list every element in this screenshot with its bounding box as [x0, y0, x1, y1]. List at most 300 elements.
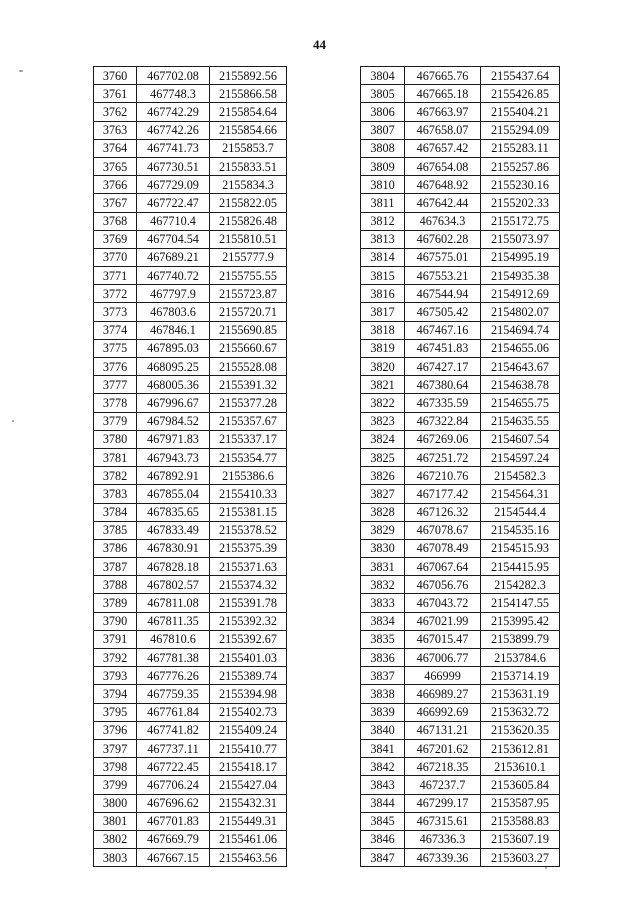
- table-row: [94, 830, 287, 848]
- table-row: [361, 430, 560, 448]
- x-coordinate-cell: 467322.84: [405, 412, 481, 430]
- point-number-cell: 3839: [361, 703, 405, 721]
- table-row: [94, 612, 287, 630]
- point-number-cell: 3798: [94, 758, 137, 776]
- y-coordinate-cell: 2155381.15: [210, 503, 287, 521]
- x-coordinate-cell: 467665.18: [405, 85, 481, 103]
- table-row: [94, 503, 287, 521]
- table-row: [94, 176, 287, 194]
- x-coordinate-cell: 467658.07: [405, 121, 481, 139]
- y-coordinate-cell: 2155257.86: [481, 157, 560, 175]
- y-coordinate-cell: 2155337.17: [210, 430, 287, 448]
- table-row: [94, 667, 287, 685]
- y-coordinate-cell: 2154582.3: [481, 467, 560, 485]
- y-coordinate-cell: 2154544.4: [481, 503, 560, 521]
- point-number-cell: 3805: [361, 85, 405, 103]
- x-coordinate-cell: 467730.51: [137, 157, 210, 175]
- x-coordinate-cell: 467467.16: [405, 321, 481, 339]
- point-number-cell: 3787: [94, 558, 137, 576]
- table-row: [361, 849, 560, 867]
- point-number-cell: 3807: [361, 121, 405, 139]
- table-row: [94, 467, 287, 485]
- point-number-cell: 3810: [361, 176, 405, 194]
- coordinates-table-left-body: [94, 67, 287, 867]
- table-row: [361, 358, 560, 376]
- coordinates-table-right-body: [361, 67, 560, 867]
- table-row: [94, 630, 287, 648]
- point-number-cell: 3795: [94, 703, 137, 721]
- y-coordinate-cell: 2155826.48: [210, 212, 287, 230]
- point-number-cell: 3833: [361, 594, 405, 612]
- x-coordinate-cell: 467131.21: [405, 721, 481, 739]
- x-coordinate-cell: 467706.24: [137, 776, 210, 794]
- point-number-cell: 3847: [361, 849, 405, 867]
- point-number-cell: 3769: [94, 230, 137, 248]
- point-number-cell: 3791: [94, 630, 137, 648]
- y-coordinate-cell: 2153714.19: [481, 667, 560, 685]
- coordinates-table-right: [360, 66, 560, 867]
- y-coordinate-cell: 2154655.75: [481, 394, 560, 412]
- x-coordinate-cell: 467056.76: [405, 576, 481, 594]
- point-number-cell: 3779: [94, 412, 137, 430]
- x-coordinate-cell: 467689.21: [137, 248, 210, 266]
- table-row: [361, 667, 560, 685]
- x-coordinate-cell: 467748.3: [137, 85, 210, 103]
- point-number-cell: 3840: [361, 721, 405, 739]
- y-coordinate-cell: 2155386.6: [210, 467, 287, 485]
- x-coordinate-cell: 467210.76: [405, 467, 481, 485]
- table-row: [361, 776, 560, 794]
- x-coordinate-cell: 467043.72: [405, 594, 481, 612]
- y-coordinate-cell: 2155410.77: [210, 739, 287, 757]
- y-coordinate-cell: 2155449.31: [210, 812, 287, 830]
- table-row: [361, 448, 560, 466]
- point-number-cell: 3832: [361, 576, 405, 594]
- y-coordinate-cell: 2154535.16: [481, 521, 560, 539]
- x-coordinate-cell: 467781.38: [137, 649, 210, 667]
- point-number-cell: 3796: [94, 721, 137, 739]
- point-number-cell: 3819: [361, 339, 405, 357]
- y-coordinate-cell: 2153632.72: [481, 703, 560, 721]
- x-coordinate-cell: 467067.64: [405, 558, 481, 576]
- table-row: [94, 394, 287, 412]
- y-coordinate-cell: 2153607.19: [481, 830, 560, 848]
- table-row: [361, 576, 560, 594]
- y-coordinate-cell: 2155357.67: [210, 412, 287, 430]
- y-coordinate-cell: 2153620.35: [481, 721, 560, 739]
- point-number-cell: 3838: [361, 685, 405, 703]
- point-number-cell: 3768: [94, 212, 137, 230]
- x-coordinate-cell: 467971.83: [137, 430, 210, 448]
- table-row: [94, 321, 287, 339]
- y-coordinate-cell: 2155409.24: [210, 721, 287, 739]
- table-row: [361, 212, 560, 230]
- table-row: [94, 794, 287, 812]
- y-coordinate-cell: 2154564.31: [481, 485, 560, 503]
- point-number-cell: 3765: [94, 157, 137, 175]
- y-coordinate-cell: 2155294.09: [481, 121, 560, 139]
- point-number-cell: 3764: [94, 139, 137, 157]
- scan-speck: [19, 70, 23, 72]
- table-row: [361, 321, 560, 339]
- y-coordinate-cell: 2153612.81: [481, 739, 560, 757]
- y-coordinate-cell: 2155892.56: [210, 67, 287, 85]
- y-coordinate-cell: 2153587.95: [481, 794, 560, 812]
- point-number-cell: 3763: [94, 121, 137, 139]
- point-number-cell: 3801: [94, 812, 137, 830]
- x-coordinate-cell: 468095.25: [137, 358, 210, 376]
- y-coordinate-cell: 2155854.66: [210, 121, 287, 139]
- table-row: [361, 467, 560, 485]
- table-row: [94, 212, 287, 230]
- y-coordinate-cell: 2155461.06: [210, 830, 287, 848]
- x-coordinate-cell: 467451.83: [405, 339, 481, 357]
- x-coordinate-cell: 467702.08: [137, 67, 210, 85]
- table-row: [94, 558, 287, 576]
- point-number-cell: 3773: [94, 303, 137, 321]
- table-row: [361, 830, 560, 848]
- y-coordinate-cell: 2155404.21: [481, 103, 560, 121]
- point-number-cell: 3804: [361, 67, 405, 85]
- y-coordinate-cell: 2153899.79: [481, 630, 560, 648]
- x-coordinate-cell: 467704.54: [137, 230, 210, 248]
- y-coordinate-cell: 2153588.83: [481, 812, 560, 830]
- table-row: [94, 703, 287, 721]
- y-coordinate-cell: 2155426.85: [481, 85, 560, 103]
- table-row: [361, 612, 560, 630]
- x-coordinate-cell: 467740.72: [137, 267, 210, 285]
- point-number-cell: 3788: [94, 576, 137, 594]
- y-coordinate-cell: 2155394.98: [210, 685, 287, 703]
- point-number-cell: 3780: [94, 430, 137, 448]
- y-coordinate-cell: 2155401.03: [210, 649, 287, 667]
- x-coordinate-cell: 467830.91: [137, 539, 210, 557]
- y-coordinate-cell: 2154655.06: [481, 339, 560, 357]
- point-number-cell: 3794: [94, 685, 137, 703]
- x-coordinate-cell: 467722.45: [137, 758, 210, 776]
- y-coordinate-cell: 2155283.11: [481, 139, 560, 157]
- x-coordinate-cell: 467339.36: [405, 849, 481, 867]
- table-row: [94, 285, 287, 303]
- point-number-cell: 3803: [94, 849, 137, 867]
- table-row: [361, 649, 560, 667]
- x-coordinate-cell: 467654.08: [405, 157, 481, 175]
- y-coordinate-cell: 2154147.55: [481, 594, 560, 612]
- x-coordinate-cell: 467811.08: [137, 594, 210, 612]
- point-number-cell: 3778: [94, 394, 137, 412]
- y-coordinate-cell: 2154282.3: [481, 576, 560, 594]
- point-number-cell: 3813: [361, 230, 405, 248]
- x-coordinate-cell: 467892.91: [137, 467, 210, 485]
- table-row: [94, 758, 287, 776]
- y-coordinate-cell: 2155723.87: [210, 285, 287, 303]
- x-coordinate-cell: 467299.17: [405, 794, 481, 812]
- x-coordinate-cell: 466989.27: [405, 685, 481, 703]
- y-coordinate-cell: 2155720.71: [210, 303, 287, 321]
- point-number-cell: 3792: [94, 649, 137, 667]
- table-row: [361, 739, 560, 757]
- y-coordinate-cell: 2155866.58: [210, 85, 287, 103]
- table-row: [94, 303, 287, 321]
- y-coordinate-cell: 2155853.7: [210, 139, 287, 157]
- point-number-cell: 3820: [361, 358, 405, 376]
- point-number-cell: 3827: [361, 485, 405, 503]
- point-number-cell: 3844: [361, 794, 405, 812]
- table-row: [361, 67, 560, 85]
- x-coordinate-cell: 466999: [405, 667, 481, 685]
- x-coordinate-cell: 467943.73: [137, 448, 210, 466]
- table-row: [94, 521, 287, 539]
- table-row: [361, 230, 560, 248]
- x-coordinate-cell: 467126.32: [405, 503, 481, 521]
- x-coordinate-cell: 467177.42: [405, 485, 481, 503]
- x-coordinate-cell: 467575.01: [405, 248, 481, 266]
- table-row: [94, 739, 287, 757]
- table-row: [361, 539, 560, 557]
- point-number-cell: 3789: [94, 594, 137, 612]
- point-number-cell: 3783: [94, 485, 137, 503]
- point-number-cell: 3817: [361, 303, 405, 321]
- x-coordinate-cell: 467833.49: [137, 521, 210, 539]
- y-coordinate-cell: 2154995.19: [481, 248, 560, 266]
- table-row: [94, 485, 287, 503]
- x-coordinate-cell: 467710.4: [137, 212, 210, 230]
- x-coordinate-cell: 467803.6: [137, 303, 210, 321]
- table-row: [361, 285, 560, 303]
- y-coordinate-cell: 2155378.52: [210, 521, 287, 539]
- table-row: [94, 649, 287, 667]
- y-coordinate-cell: 2155418.17: [210, 758, 287, 776]
- x-coordinate-cell: 467015.47: [405, 630, 481, 648]
- table-row: [94, 576, 287, 594]
- x-coordinate-cell: 467741.73: [137, 139, 210, 157]
- x-coordinate-cell: 467380.64: [405, 376, 481, 394]
- point-number-cell: 3841: [361, 739, 405, 757]
- x-coordinate-cell: 467828.18: [137, 558, 210, 576]
- point-number-cell: 3843: [361, 776, 405, 794]
- x-coordinate-cell: 467996.67: [137, 394, 210, 412]
- point-number-cell: 3808: [361, 139, 405, 157]
- point-number-cell: 3835: [361, 630, 405, 648]
- point-number-cell: 3774: [94, 321, 137, 339]
- point-number-cell: 3784: [94, 503, 137, 521]
- point-number-cell: 3822: [361, 394, 405, 412]
- x-coordinate-cell: 467835.65: [137, 503, 210, 521]
- y-coordinate-cell: 2155172.75: [481, 212, 560, 230]
- y-coordinate-cell: 2154515.93: [481, 539, 560, 557]
- y-coordinate-cell: 2155528.08: [210, 358, 287, 376]
- table-row: [94, 376, 287, 394]
- table-row: [94, 85, 287, 103]
- y-coordinate-cell: 2155690.85: [210, 321, 287, 339]
- y-coordinate-cell: 2155834.3: [210, 176, 287, 194]
- coordinates-table-left: [93, 66, 287, 867]
- table-row: [361, 685, 560, 703]
- point-number-cell: 3785: [94, 521, 137, 539]
- x-coordinate-cell: 467737.11: [137, 739, 210, 757]
- table-row: [361, 176, 560, 194]
- y-coordinate-cell: 2154415.95: [481, 558, 560, 576]
- y-coordinate-cell: 2154694.74: [481, 321, 560, 339]
- point-number-cell: 3776: [94, 358, 137, 376]
- point-number-cell: 3790: [94, 612, 137, 630]
- table-row: [361, 521, 560, 539]
- x-coordinate-cell: 467665.76: [405, 67, 481, 85]
- y-coordinate-cell: 2154635.55: [481, 412, 560, 430]
- table-row: [94, 103, 287, 121]
- table-row: [361, 703, 560, 721]
- x-coordinate-cell: 467553.21: [405, 267, 481, 285]
- x-coordinate-cell: 467669.79: [137, 830, 210, 848]
- table-row: [94, 412, 287, 430]
- y-coordinate-cell: 2153605.84: [481, 776, 560, 794]
- table-row: [94, 267, 287, 285]
- x-coordinate-cell: 467078.49: [405, 539, 481, 557]
- point-number-cell: 3846: [361, 830, 405, 848]
- point-number-cell: 3793: [94, 667, 137, 685]
- y-coordinate-cell: 2153995.42: [481, 612, 560, 630]
- point-number-cell: 3761: [94, 85, 137, 103]
- y-coordinate-cell: 2154638.78: [481, 376, 560, 394]
- table-row: [94, 248, 287, 266]
- scan-speck: [545, 867, 547, 869]
- table-row: [94, 358, 287, 376]
- x-coordinate-cell: 467729.09: [137, 176, 210, 194]
- table-row: [94, 430, 287, 448]
- table-row: [361, 812, 560, 830]
- y-coordinate-cell: 2155377.28: [210, 394, 287, 412]
- x-coordinate-cell: 467648.92: [405, 176, 481, 194]
- table-row: [94, 194, 287, 212]
- y-coordinate-cell: 2155202.33: [481, 194, 560, 212]
- table-row: [94, 776, 287, 794]
- page-number: 44: [313, 37, 326, 52]
- y-coordinate-cell: 2155777.9: [210, 248, 287, 266]
- table-row: [94, 721, 287, 739]
- y-coordinate-cell: 2155833.51: [210, 157, 287, 175]
- y-coordinate-cell: 2155660.67: [210, 339, 287, 357]
- x-coordinate-cell: 467006.77: [405, 649, 481, 667]
- point-number-cell: 3837: [361, 667, 405, 685]
- table-row: [94, 539, 287, 557]
- y-coordinate-cell: 2155427.04: [210, 776, 287, 794]
- table-row: [94, 594, 287, 612]
- point-number-cell: 3829: [361, 521, 405, 539]
- table-row: [94, 121, 287, 139]
- y-coordinate-cell: 2155854.64: [210, 103, 287, 121]
- table-row: [94, 339, 287, 357]
- x-coordinate-cell: 467741.82: [137, 721, 210, 739]
- x-coordinate-cell: 467696.62: [137, 794, 210, 812]
- table-row: [94, 230, 287, 248]
- x-coordinate-cell: 467642.44: [405, 194, 481, 212]
- x-coordinate-cell: 467802.57: [137, 576, 210, 594]
- table-row: [361, 503, 560, 521]
- point-number-cell: 3775: [94, 339, 137, 357]
- point-number-cell: 3767: [94, 194, 137, 212]
- table-row: [361, 485, 560, 503]
- point-number-cell: 3824: [361, 430, 405, 448]
- x-coordinate-cell: 467776.26: [137, 667, 210, 685]
- y-coordinate-cell: 2155374.32: [210, 576, 287, 594]
- table-row: [94, 67, 287, 85]
- x-coordinate-cell: 467846.1: [137, 321, 210, 339]
- x-coordinate-cell: 467811.35: [137, 612, 210, 630]
- point-number-cell: 3800: [94, 794, 137, 812]
- x-coordinate-cell: 467663.97: [405, 103, 481, 121]
- point-number-cell: 3777: [94, 376, 137, 394]
- x-coordinate-cell: 467810.6: [137, 630, 210, 648]
- y-coordinate-cell: 2155410.33: [210, 485, 287, 503]
- point-number-cell: 3802: [94, 830, 137, 848]
- x-coordinate-cell: 467336.3: [405, 830, 481, 848]
- y-coordinate-cell: 2155391.78: [210, 594, 287, 612]
- x-coordinate-cell: 467722.47: [137, 194, 210, 212]
- x-coordinate-cell: 467742.26: [137, 121, 210, 139]
- y-coordinate-cell: 2154597.24: [481, 448, 560, 466]
- point-number-cell: 3766: [94, 176, 137, 194]
- point-number-cell: 3782: [94, 467, 137, 485]
- x-coordinate-cell: 467201.62: [405, 739, 481, 757]
- x-coordinate-cell: 467797.9: [137, 285, 210, 303]
- point-number-cell: 3830: [361, 539, 405, 557]
- point-number-cell: 3812: [361, 212, 405, 230]
- y-coordinate-cell: 2155822.05: [210, 194, 287, 212]
- table-row: [361, 794, 560, 812]
- y-coordinate-cell: 2155354.77: [210, 448, 287, 466]
- x-coordinate-cell: 467895.03: [137, 339, 210, 357]
- table-row: [94, 139, 287, 157]
- x-coordinate-cell: 467021.99: [405, 612, 481, 630]
- point-number-cell: 3771: [94, 267, 137, 285]
- x-coordinate-cell: 467335.59: [405, 394, 481, 412]
- x-coordinate-cell: 467984.52: [137, 412, 210, 430]
- point-number-cell: 3811: [361, 194, 405, 212]
- y-coordinate-cell: 2154643.67: [481, 358, 560, 376]
- table-row: [361, 721, 560, 739]
- point-number-cell: 3823: [361, 412, 405, 430]
- point-number-cell: 3825: [361, 448, 405, 466]
- point-number-cell: 3781: [94, 448, 137, 466]
- y-coordinate-cell: 2154935.38: [481, 267, 560, 285]
- x-coordinate-cell: 467315.61: [405, 812, 481, 830]
- point-number-cell: 3818: [361, 321, 405, 339]
- y-coordinate-cell: 2155392.32: [210, 612, 287, 630]
- table-row: [94, 849, 287, 867]
- table-row: [361, 758, 560, 776]
- point-number-cell: 3815: [361, 267, 405, 285]
- x-coordinate-cell: 467544.94: [405, 285, 481, 303]
- table-row: [94, 157, 287, 175]
- x-coordinate-cell: 467269.06: [405, 430, 481, 448]
- table-row: [361, 267, 560, 285]
- point-number-cell: 3806: [361, 103, 405, 121]
- table-row: [361, 630, 560, 648]
- table-row: [361, 248, 560, 266]
- x-coordinate-cell: 467218.35: [405, 758, 481, 776]
- table-row: [361, 157, 560, 175]
- x-coordinate-cell: 467761.84: [137, 703, 210, 721]
- point-number-cell: 3762: [94, 103, 137, 121]
- x-coordinate-cell: 467251.72: [405, 448, 481, 466]
- x-coordinate-cell: 468005.36: [137, 376, 210, 394]
- y-coordinate-cell: 2155392.67: [210, 630, 287, 648]
- table-row: [361, 121, 560, 139]
- point-number-cell: 3845: [361, 812, 405, 830]
- table-row: [361, 339, 560, 357]
- table-row: [361, 594, 560, 612]
- y-coordinate-cell: 2153631.19: [481, 685, 560, 703]
